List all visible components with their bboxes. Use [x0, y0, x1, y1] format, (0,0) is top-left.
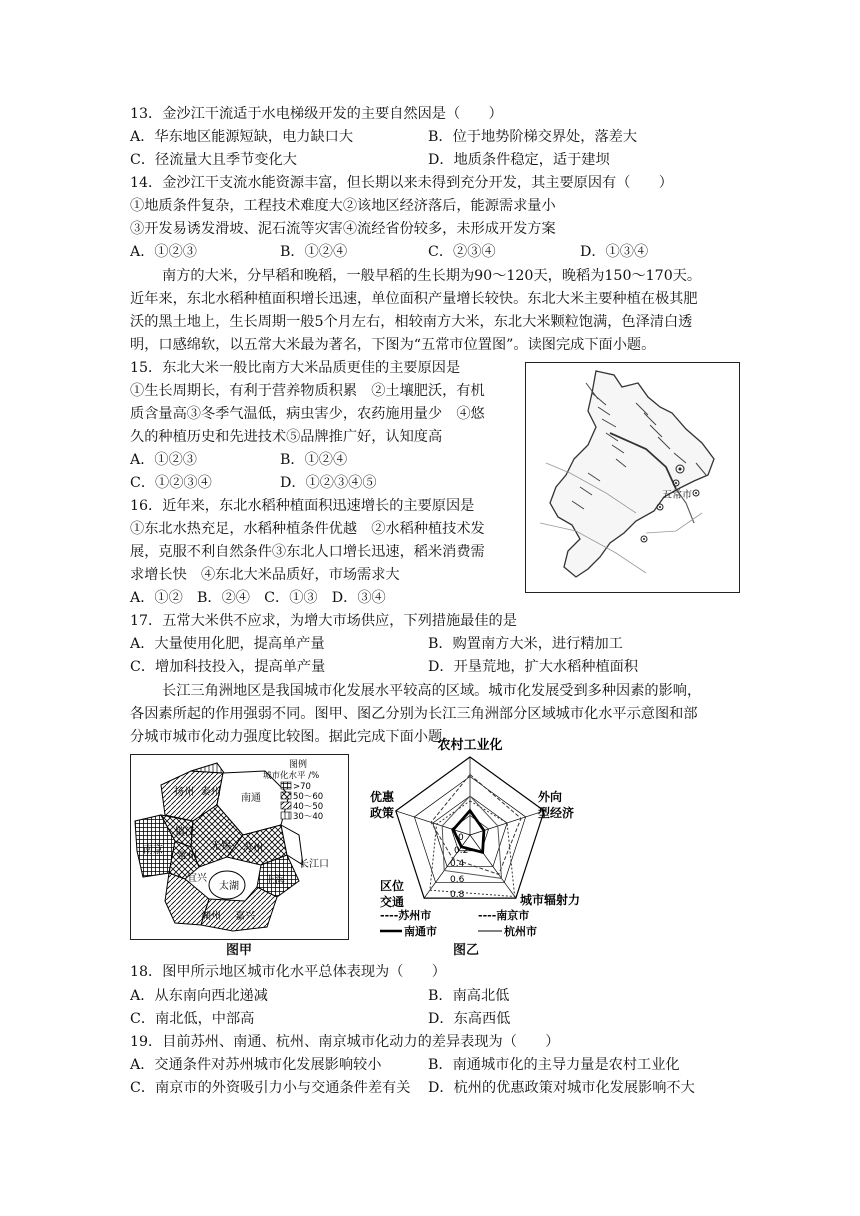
place-wuxi: 无锡 [211, 841, 231, 852]
legend-item-70: >70 [293, 782, 311, 792]
q15-statement-3: 久的种植历史和先进技术⑤品牌推广好，认知度高 [130, 429, 443, 445]
place-shanghai: 上海 [265, 875, 285, 886]
q13-option-c: C．径流量大且季节变化大 [130, 152, 297, 168]
legend-item-40-50: 40～50 [293, 802, 324, 812]
passage1-line3: 沃的黑土地上，生长周期一般5个月左右，相较南方大米，东北大米颗粒饱满，色泽清白透 [130, 314, 693, 330]
place-yangzhou: 扬州 [174, 787, 194, 798]
ring-label-0.8: 0.8 [450, 890, 465, 900]
figure-jia [130, 754, 349, 940]
q15-option-c: C．①②③④ [130, 475, 212, 491]
place-huzhou: 湖州 [201, 911, 221, 922]
q13-option-a: A．华东地区能源短缺，电力缺口大 [130, 129, 354, 145]
q17-option-b: B．购置南方大米，进行精加工 [428, 636, 623, 652]
q15-statement-1: ①生长周期长，有利于营养物质积累 ②土壤肥沃，有机 [130, 383, 485, 399]
place-nanjing: 南京 [143, 845, 163, 856]
ring-label-0.2: 0.2 [454, 846, 469, 856]
q16-stem: 16．近年来，东北水稻种植面积迅速增长的主要原因是 [130, 498, 475, 514]
q19-option-c: C．南京市的外资吸引力小与交通条件差有关 [130, 1080, 411, 1096]
figure-yi-legend [380, 908, 537, 938]
passage2-line3: 分城市城市化动力强度比较图。据此完成下面小题。 [130, 729, 457, 745]
ring-label-0: 0 [458, 833, 464, 843]
q18-option-d: D．东高西低 [428, 1011, 511, 1027]
passage2-line1: 长江三角洲地区是我国城市化发展水平较高的区域。城市化发展受到多种因素的影响， [162, 683, 702, 699]
legend-nanjing: ----南京市 [478, 909, 530, 922]
q14-option-c: C．②③④ [428, 244, 496, 260]
q19-option-d: D．杭州的优惠政策对城市化发展影响不大 [428, 1080, 695, 1096]
q17-option-c: C．增加科技投入，提高单产量 [130, 659, 326, 675]
ring-label-0.6: 0.6 [450, 875, 465, 885]
axis-label-outward-1: 外向 [538, 790, 563, 804]
place-suzhou: 苏州 [243, 843, 263, 854]
legend-suzhou: ----苏州市 [380, 909, 432, 922]
q19-stem: 19．目前苏州、南通、杭州、南京城市化动力的差异表现为（ ） [130, 1034, 560, 1050]
place-zhenjiang: 镇江 [175, 827, 195, 838]
figure-jia-caption: 图甲 [226, 943, 253, 958]
q17-option-d: D．开垦荒地，扩大水稻种植面积 [428, 659, 639, 675]
legend-nantong: 南通市 [404, 925, 437, 938]
figure-yi-caption: 图乙 [453, 943, 480, 958]
wuchang-label: 五常市 [662, 490, 692, 501]
place-taihu: 太湖 [219, 881, 239, 892]
q15-statement-2: 质含量高③冬季气温低，病虫害少，农药施用量少 ④悠 [130, 406, 485, 422]
place-changjiangkou: 长江口 [299, 859, 329, 870]
q18-stem: 18．图甲所示地区城市化水平总体表现为（ ） [130, 964, 446, 980]
figure-jia-svg [131, 755, 348, 939]
q17-option-a: A．大量使用化肥，提高单产量 [130, 636, 325, 652]
q17-stem: 17．五常大米供不应求，为增大市场供应，下列措施最佳的是 [130, 613, 517, 629]
wuchang-map-svg [526, 363, 739, 592]
q14-option-a: A．①②③ [130, 244, 197, 260]
q15-stem: 15．东北大米一般比南方大米品质更佳的主要原因是 [130, 360, 461, 376]
q16-statement-2: 展，克服不利自然条件③东北人口增长迅速，稻米消费需 [130, 544, 485, 560]
q19-option-a: A．交通条件对苏州城市化发展影响较小 [130, 1057, 382, 1073]
q14-option-d: D．①③④ [580, 244, 649, 260]
ring-label-0.4: 0.4 [450, 859, 465, 869]
q14-statement-2: ③开发易诱发滑坡、泥石流等灾害④流经省份较多，未形成开发方案 [130, 221, 556, 237]
passage1-line4: 明，口感绵软，以五常大米最为著名，下图为“五常市位置图”。读图完成下面小题。 [130, 337, 656, 353]
q13-option-b: B．位于地势阶梯交界处，落差大 [428, 129, 638, 145]
q16-statement-1: ①东北水热充足，水稻种植条件优越 ②水稻种植技术发 [130, 521, 485, 537]
q15-option-a: A．①②③ [130, 452, 197, 468]
q14-stem: 14．金沙江干支流水能资源丰富，但长期以来未得到充分开发，其主要原因有（ ） [130, 175, 673, 191]
figure-yi-radar-chart [350, 735, 590, 960]
axis-label-location-2: 交通 [380, 895, 405, 909]
axis-label-policy-1: 优惠 [370, 790, 395, 804]
q16-statement-3: 求增长快 ④东北大米品质好，市场需求大 [130, 567, 400, 583]
q15-option-b: B．①②④ [280, 452, 348, 468]
axis-label-policy-2: 政策 [370, 806, 395, 820]
place-taizhou: 泰州 [201, 787, 221, 798]
q14-statement-1: ①地质条件复杂，工程技术难度大②该地区经济落后，能源需求量小 [130, 198, 556, 214]
axis-label-city-radiation: 城市辐射力 [520, 893, 581, 907]
legend-subtitle: 城市化水平 /% [263, 771, 320, 781]
q18-option-a: A．从东南向西北递减 [130, 988, 268, 1004]
radar-axis-1 [470, 811, 544, 835]
q19-option-b: B．南通城市化的主导力量是农村工业化 [428, 1057, 680, 1073]
axis-label-outward-2: 型经济 [538, 806, 575, 820]
q18-option-c: C．南北低，中部高 [130, 1011, 255, 1027]
axis-label-location-1: 区位 [380, 879, 405, 893]
place-yixing: 宜兴 [187, 873, 207, 884]
q13-stem: 13．金沙江干流适于水电梯级开发的主要自然因是（ ） [130, 106, 503, 122]
place-jiaxing: 嘉兴 [235, 911, 255, 922]
place-nantong: 南通 [241, 793, 261, 804]
passage1-line1: 南方的大米，分早稻和晚稻，一般早稻的生长期为90～120天，晚稻为150～170天。 [162, 268, 702, 284]
q15-option-d: D．①②③④⑤ [280, 475, 377, 491]
legend-hangzhou: 杭州市 [504, 925, 537, 938]
q14-option-b: B．①②④ [280, 244, 348, 260]
q18-option-b: B．南高北低 [428, 988, 510, 1004]
q16-options: A．①② B．②④ C．①③ D．③④ [130, 590, 386, 606]
legend-item-30-40: 30～40 [293, 812, 324, 822]
passage1-line2: 近年来，东北水稻种植面积增长迅速，单位面积产量增长较快。东北大米主要种植在极其肥 [130, 291, 698, 307]
q13-option-d: D．地质条件稳定，适于建坝 [428, 152, 610, 168]
legend-title: 图例 [289, 760, 308, 770]
axis-label-rural-industry: 农村工业化 [437, 738, 503, 753]
passage2-line2: 各因素所起的作用强弱不同。图甲、图乙分别为长江三角洲部分区域城市化水平示意图和部 [130, 706, 698, 722]
wuchang-map [525, 362, 740, 593]
legend-item-50-60: 50～60 [293, 792, 324, 802]
place-changzhou: 常州 [177, 851, 197, 862]
